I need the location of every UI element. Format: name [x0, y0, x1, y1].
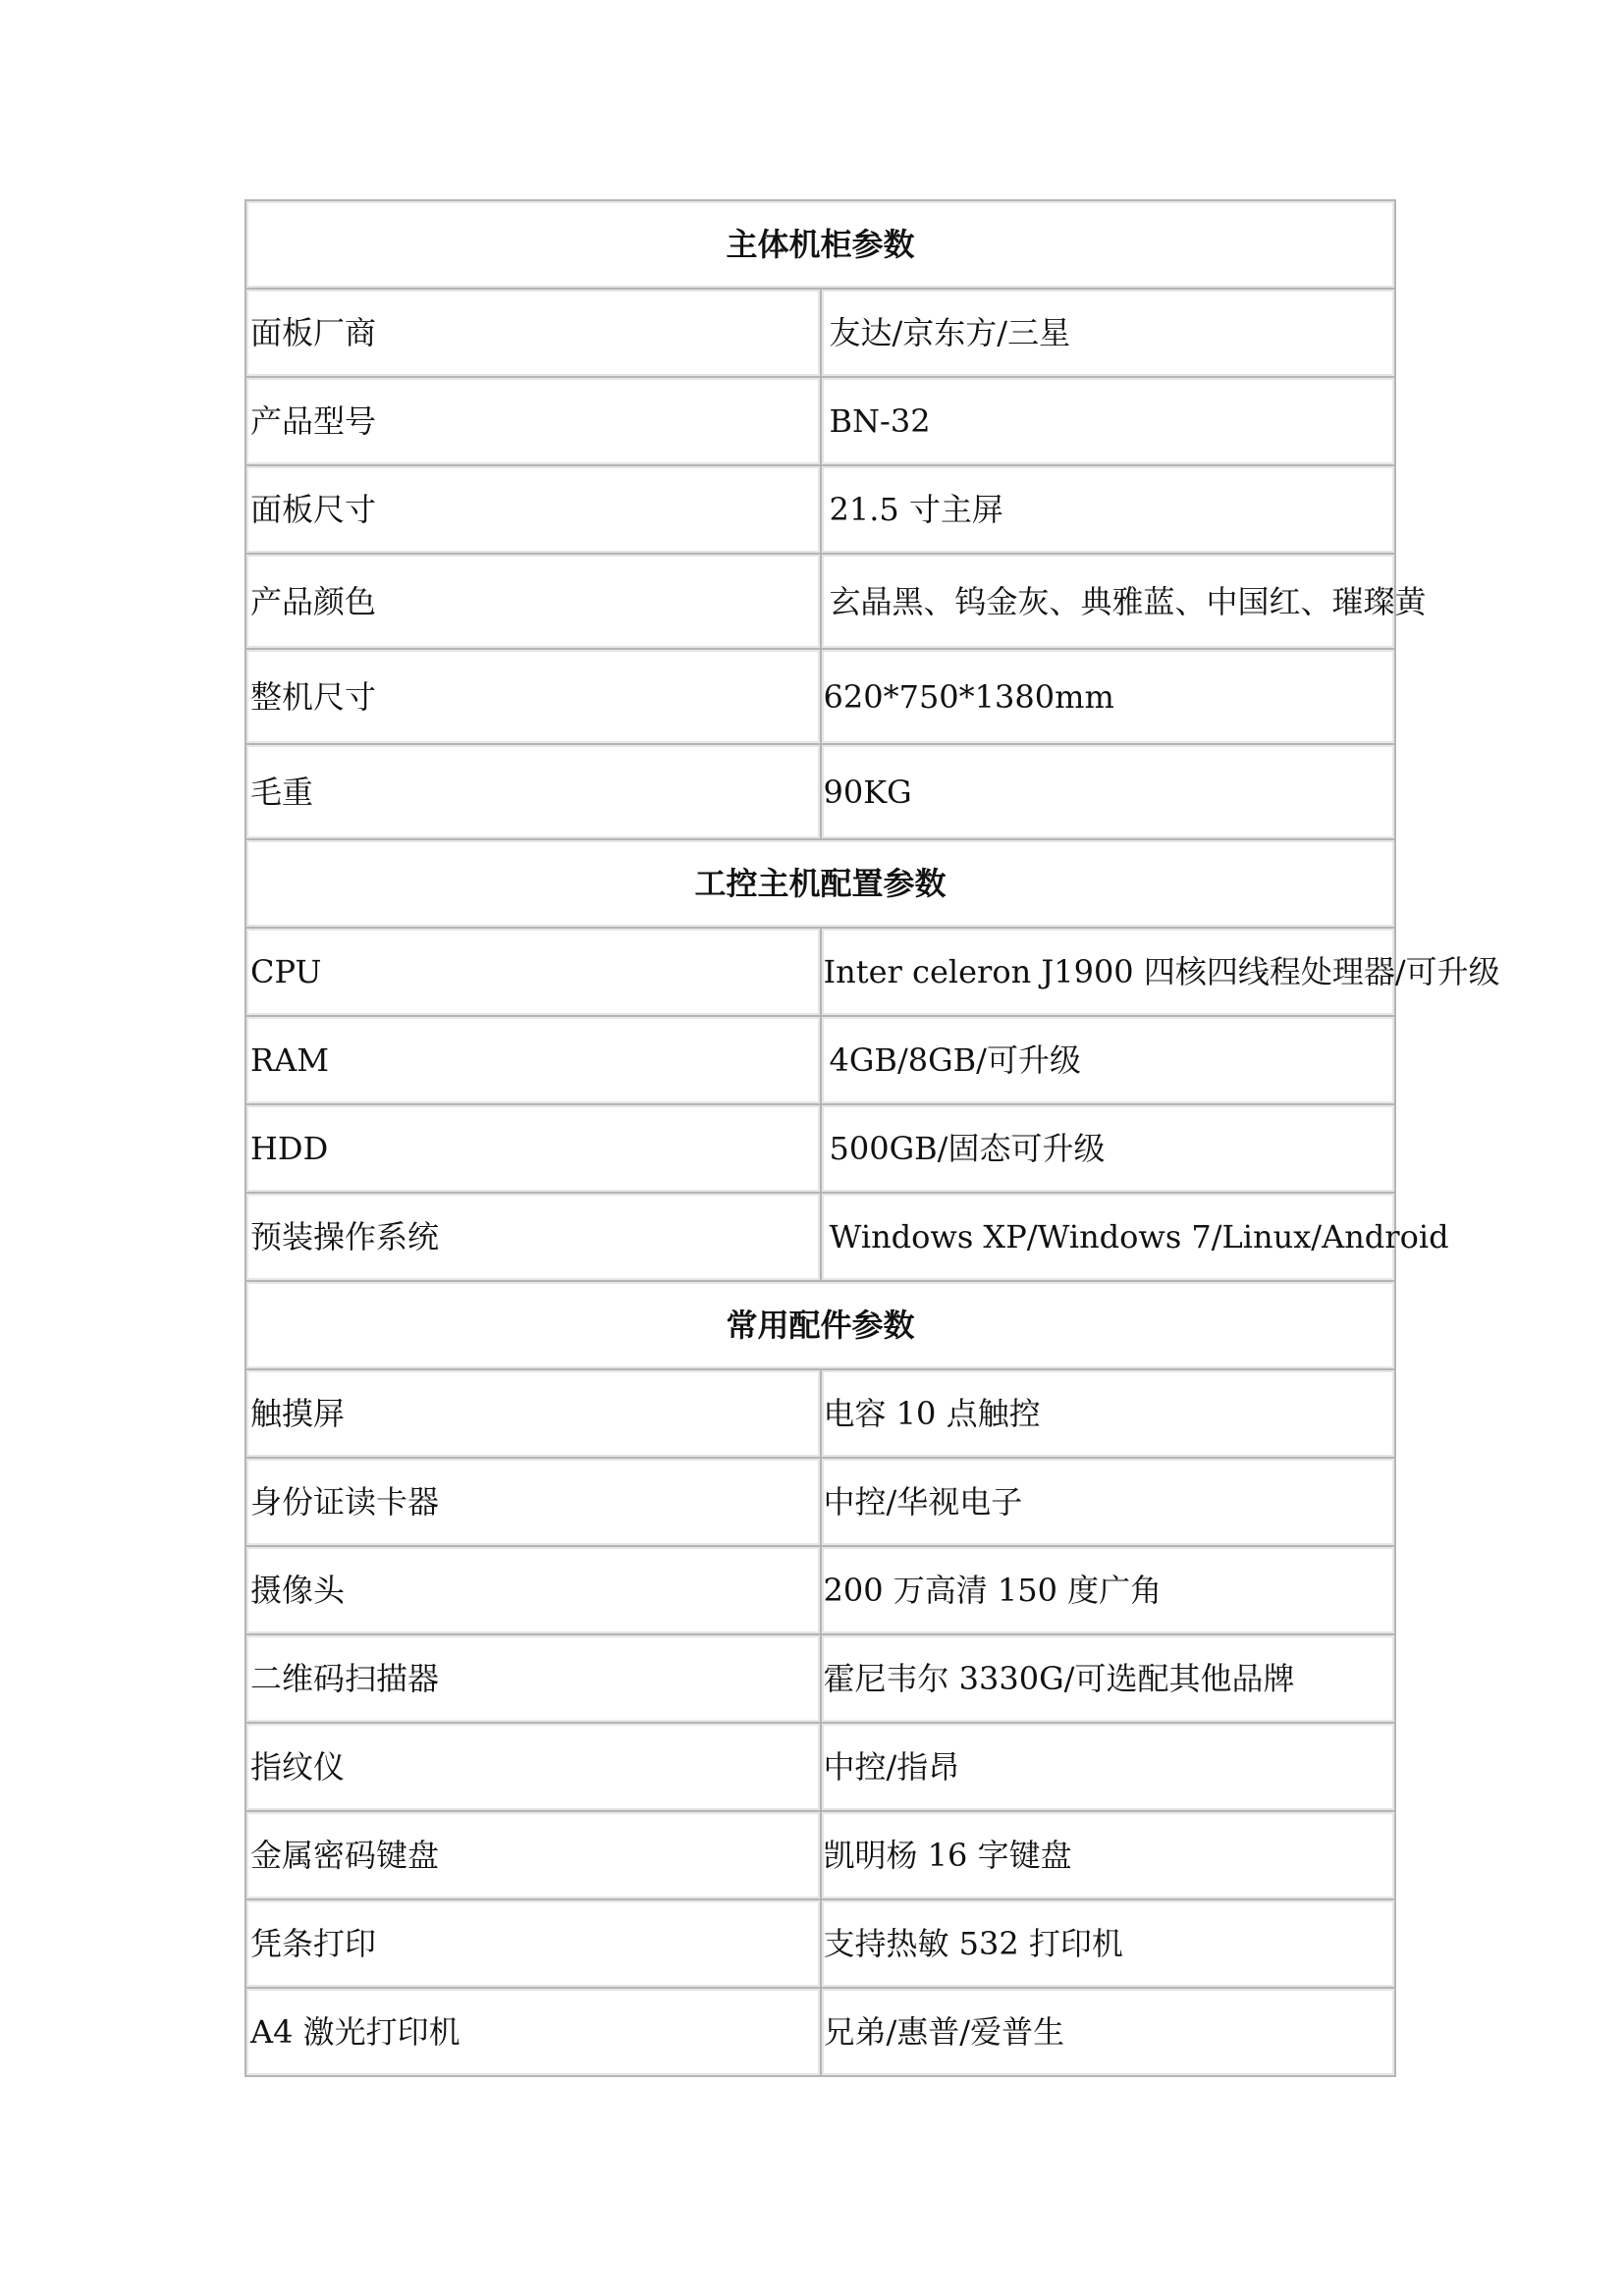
spec-table	[244, 199, 1500, 2077]
table-row	[245, 1899, 1395, 1988]
table-row	[245, 377, 1395, 465]
row-value: 500GB/固态可升级	[821, 1104, 1396, 1193]
section-header-row	[245, 1281, 1395, 1369]
row-value: 200 万高清 150 度广角	[821, 1546, 1396, 1634]
row-label: 面板尺寸	[245, 465, 821, 554]
row-label: 触摸屏	[245, 1369, 821, 1458]
row-label: 整机尺寸	[245, 649, 821, 744]
table-row	[245, 289, 1395, 377]
row-label: 指纹仪	[245, 1723, 821, 1811]
row-label: A4 激光打印机	[245, 1988, 821, 2076]
table-row	[245, 1546, 1395, 1634]
table-row	[245, 1193, 1395, 1281]
row-value: 霍尼韦尔 3330G/可选配其他品牌	[821, 1634, 1396, 1723]
section-title: 常用配件参数	[245, 1281, 1395, 1369]
row-value: 玄晶黑、钨金灰、典雅蓝、中国红、璀璨黄	[821, 554, 1396, 649]
table-row	[245, 554, 1395, 649]
row-value: 电容 10 点触控	[821, 1369, 1396, 1458]
row-label: 产品颜色	[245, 554, 821, 649]
table-row	[245, 1811, 1395, 1899]
row-value: 21.5 寸主屏	[821, 465, 1396, 554]
table-row	[245, 1458, 1395, 1546]
row-label: CPU	[245, 928, 821, 1016]
row-value: 90KG	[821, 744, 1396, 839]
table-row	[245, 1104, 1395, 1193]
row-value: BN-32	[821, 377, 1396, 465]
row-label: 金属密码键盘	[245, 1811, 821, 1899]
row-value: 兄弟/惠普/爱普生	[821, 1988, 1396, 2076]
row-value: 中控/指昂	[821, 1723, 1396, 1811]
row-label: 身份证读卡器	[245, 1458, 821, 1546]
row-label: 面板厂商	[245, 289, 821, 377]
table-row	[245, 1369, 1395, 1458]
row-value: 友达/京东方/三星	[821, 289, 1396, 377]
table-row	[245, 928, 1395, 1016]
table-row	[245, 1988, 1395, 2076]
row-label: 凭条打印	[245, 1899, 821, 1988]
row-label: 毛重	[245, 744, 821, 839]
row-label: 摄像头	[245, 1546, 821, 1634]
row-label: 预装操作系统	[245, 1193, 821, 1281]
section-header-row	[245, 200, 1395, 289]
table-row	[245, 1723, 1395, 1811]
table-row	[245, 649, 1395, 744]
section-title: 工控主机配置参数	[245, 839, 1395, 928]
row-label: 产品型号	[245, 377, 821, 465]
table-row	[245, 744, 1395, 839]
section-header-row	[245, 839, 1395, 928]
row-value: Windows XP/Windows 7/Linux/Android	[821, 1193, 1396, 1281]
table-row	[245, 1634, 1395, 1723]
row-label: 二维码扫描器	[245, 1634, 821, 1723]
row-label: HDD	[245, 1104, 821, 1193]
row-value: 620*750*1380mm	[821, 649, 1396, 744]
row-value: Inter celeron J1900 四核四线程处理器/可升级	[821, 928, 1396, 1016]
section-title: 主体机柜参数	[245, 200, 1395, 289]
row-label: RAM	[245, 1016, 821, 1104]
row-value: 中控/华视电子	[821, 1458, 1396, 1546]
row-value: 凯明杨 16 字键盘	[821, 1811, 1396, 1899]
row-value: 支持热敏 532 打印机	[821, 1899, 1396, 1988]
row-value: 4GB/8GB/可升级	[821, 1016, 1396, 1104]
table-row	[245, 465, 1395, 554]
table-row	[245, 1016, 1395, 1104]
